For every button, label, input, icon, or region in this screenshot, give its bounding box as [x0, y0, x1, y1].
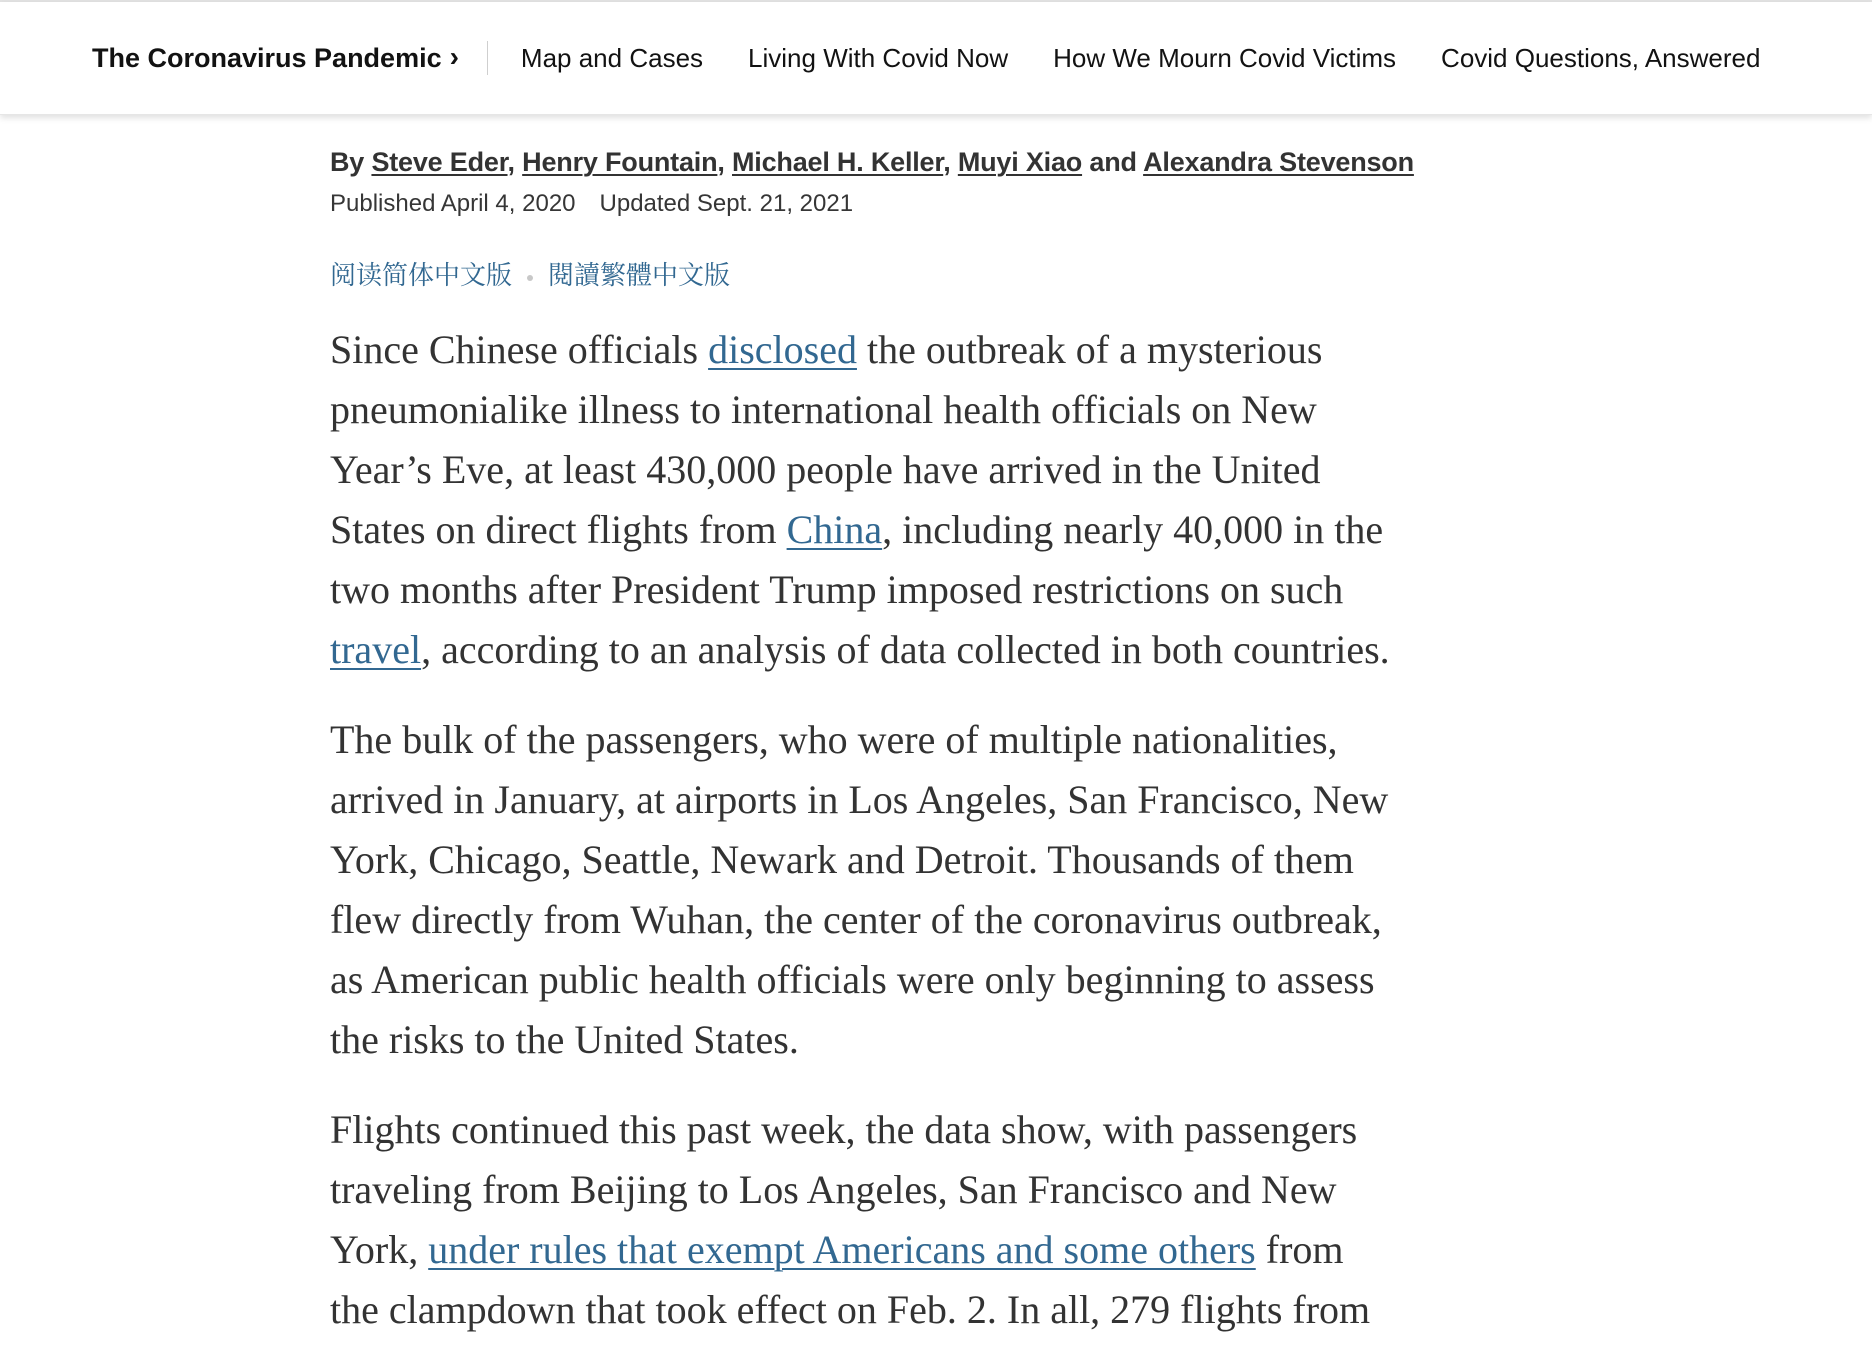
text-line: Flights continued this past week, the data show, with passengers [330, 1107, 1358, 1152]
text-line: Year’s Eve, at least 430,000 people have arrived in the United [330, 447, 1321, 492]
author-link[interactable]: Alexandra Stevenson [1143, 147, 1414, 177]
byline-prefix: By [330, 147, 365, 177]
nav-link-covid-questions-answered[interactable]: Covid Questions, Answered [1441, 42, 1761, 73]
nav-divider [487, 41, 488, 75]
article-dates [330, 184, 1530, 224]
text-line [330, 500, 1530, 560]
text-line [330, 1220, 1530, 1280]
dot-separator [527, 275, 533, 281]
translation-links [330, 254, 1530, 298]
text-line: traveling from Beijing to Los Angeles, San Francisco and New [330, 1167, 1337, 1212]
byline [330, 140, 1530, 184]
paragraph-3 [330, 1100, 1530, 1340]
section-nav-bar [0, 2, 1872, 115]
travel-link[interactable]: travel [330, 627, 422, 672]
section-nav [92, 2, 1760, 114]
text-line: the risks to the United States. [330, 1017, 799, 1062]
byline-separator: , [943, 147, 951, 177]
author-link[interactable]: Michael H. Keller [732, 147, 944, 177]
byline-separator: , [717, 147, 725, 177]
text-line [330, 620, 1530, 680]
text-run: States on direct flights from [330, 507, 787, 552]
text-line [330, 320, 1530, 380]
article [330, 140, 1530, 1370]
chevron-right-icon: › [449, 41, 459, 72]
text-line: the clampdown that took effect on Feb. 2. In all, 279 flights from [330, 1287, 1371, 1332]
nav-link-how-we-mourn-covid-victims[interactable]: How We Mourn Covid Victims [1053, 42, 1397, 73]
text-run: from [1255, 1227, 1344, 1272]
text-run: York, [330, 1227, 429, 1272]
text-line: York, Chicago, Seattle, Newark and Detroit. Thousands of them [330, 837, 1354, 882]
nav-link-living-with-covid-now[interactable]: Living With Covid Now [748, 42, 1009, 73]
text-run: , including nearly 40,000 in the [882, 507, 1384, 552]
nav-link-map-and-cases[interactable]: Map and Cases [520, 42, 704, 73]
text-run: the outbreak of a mysterious [856, 327, 1323, 372]
author-link[interactable]: Steve Eder [371, 147, 508, 177]
exempt-rules-link[interactable]: under rules that exempt Americans and some others [428, 1227, 1256, 1272]
text-line: The bulk of the passengers, who were of multiple nationalities, [330, 717, 1338, 762]
paragraph-2 [330, 710, 1530, 1070]
updated-date: Updated Sept. 21, 2021 [599, 190, 854, 217]
author-link[interactable]: Muyi Xiao [957, 147, 1083, 177]
byline-separator: , [507, 147, 515, 177]
text-run: Since Chinese officials [330, 327, 709, 372]
text-line: flew directly from Wuhan, the center of the coronavirus outbreak, [330, 897, 1382, 942]
author-link[interactable]: Henry Fountain [522, 147, 718, 177]
text-line: pneumonialike illness to international health officials on New [330, 387, 1317, 432]
section-title-link[interactable] [92, 42, 459, 74]
text-line: as American public health officials were only beginning to assess [330, 957, 1375, 1002]
article-body [330, 320, 1530, 1340]
paragraph-1 [330, 320, 1530, 680]
disclosed-link[interactable]: disclosed [708, 327, 857, 372]
text-line: two months after President Trump imposed restrictions on such [330, 567, 1344, 612]
text-line: arrived in January, at airports in Los Angeles, San Francisco, New [330, 777, 1389, 822]
text-run: , according to an analysis of data collected in both countries. [421, 627, 1390, 672]
published-date: Published April 4, 2020 [330, 190, 576, 217]
traditional-chinese-link[interactable]: 閱讀繁體中文版 [548, 261, 731, 291]
simplified-chinese-link[interactable]: 阅读简体中文版 [330, 261, 513, 291]
section-title: The Coronavirus Pandemic [92, 42, 442, 73]
byline-conjunction: and [1089, 147, 1137, 177]
china-link[interactable]: China [786, 507, 883, 552]
